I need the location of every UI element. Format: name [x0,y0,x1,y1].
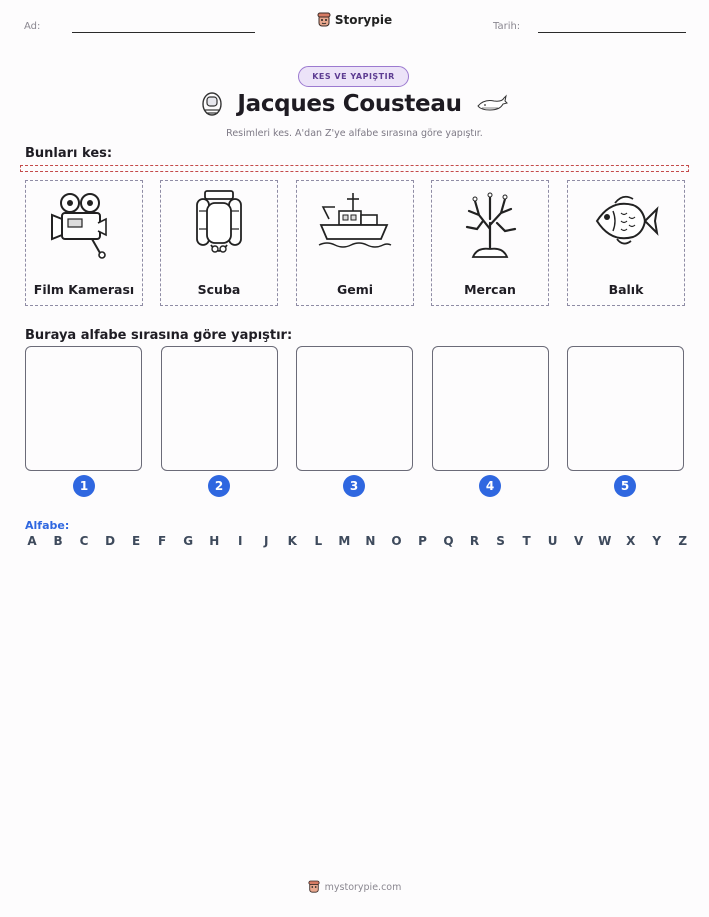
ship-icon [317,189,393,259]
instructions: Resimleri kes. A'dan Z'ye alfabe sırasına göre yapıştır. [226,128,483,139]
alphabet-letter: F [158,534,167,548]
alphabet-letter: I [238,534,243,548]
coral-icon [457,189,523,261]
alphabet-letter: R [469,534,480,548]
alphabet-letter: T [522,534,531,548]
alphabet-letter: P [418,534,427,548]
footer [0,880,709,894]
footer-url[interactable]: mystorypie.com [324,881,402,893]
number-badge-1: 1 [73,475,95,497]
alphabet-letter: O [391,534,402,548]
alphabet-letter: C [79,534,89,548]
diving-mask-icon [201,91,223,117]
scuba-tank-icon [189,189,249,259]
alphabet-letter: U [547,534,558,548]
number-badge-3: 3 [343,475,365,497]
number-badge-4: 4 [479,475,501,497]
alphabet-letter: Y [652,534,662,548]
paste-box-4[interactable] [432,346,549,471]
alphabet-letter: E [132,534,141,548]
cut-label: Balık [608,282,644,297]
alphabet-letter: K [287,534,297,548]
number-badge-5: 5 [614,475,636,497]
cut-label: Gemi [336,282,374,297]
paste-box-5[interactable] [567,346,684,471]
name-line[interactable] [72,32,255,33]
paste-box-2[interactable] [161,346,278,471]
whale-icon [476,94,508,114]
page-title: Jacques Cousteau [237,91,462,117]
cut-line [20,165,689,172]
cut-card-scuba[interactable] [160,180,278,306]
cut-card-coral[interactable] [431,180,549,306]
alphabet-letter: V [574,534,584,548]
storypie-mascot-icon [308,880,320,894]
cut-label: Mercan [464,282,516,297]
paste-box-1[interactable] [25,346,142,471]
cut-card-ship[interactable] [296,180,414,306]
cut-card-film-camera[interactable] [25,180,143,306]
alphabet-letter: J [264,534,269,548]
alphabet-letter: A [27,534,37,548]
alphabet-letter: Z [678,534,688,548]
cut-heading: Bunları kes: [25,146,113,161]
alphabet-letter: N [365,534,376,548]
alphabet-letter: D [105,534,116,548]
alphabet-letter: S [496,534,505,548]
paste-heading: Buraya alfabe sırasına göre yapıştır: [25,328,293,343]
storypie-mascot-icon [317,12,331,28]
alphabet-letter: H [209,534,220,548]
paste-box-3[interactable] [296,346,413,471]
name-label: Ad: [24,21,41,32]
brand-logo [0,12,709,28]
cut-label: Film Kamerası [33,282,135,297]
cut-label: Scuba [197,282,241,297]
brand-name: Storypie [334,13,393,27]
alphabet-row [25,534,690,548]
alphabet-letter: M [338,534,351,548]
number-badge-2: 2 [208,475,230,497]
film-camera-icon [48,189,120,259]
alphabet-letter: L [314,534,323,548]
title-row [0,91,709,117]
alphabet-letter: G [183,534,194,548]
alphabet-letter: X [626,534,636,548]
alphabet-letter: W [598,534,612,548]
fish-icon [591,189,661,251]
date-label: Tarih: [493,21,521,32]
cut-card-fish[interactable] [567,180,685,306]
date-line[interactable] [538,32,686,33]
alphabet-letter: B [53,534,63,548]
activity-badge: KES VE YAPIŞTIR [298,66,409,87]
alphabet-label: Alfabe: [25,519,70,532]
alphabet-letter: Q [443,534,454,548]
